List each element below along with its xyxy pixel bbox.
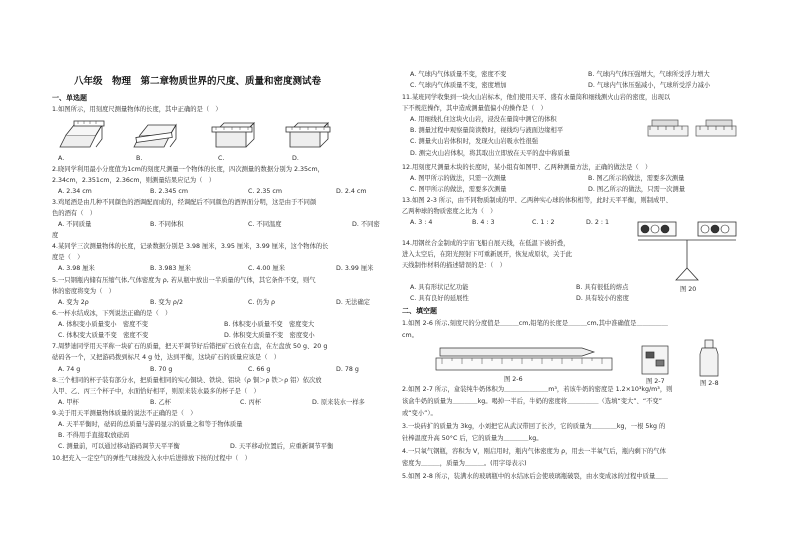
q7-option-d: D. 78 g — [336, 366, 359, 373]
q3-option-d-tail: 度 — [52, 232, 59, 239]
q8-option-c: C. 丙杯 — [240, 399, 261, 406]
section-single-choice: 一、单选题 — [52, 94, 87, 102]
question-9: 9.关于用天平测量物体质量的说法不正确的是（ ） — [52, 410, 197, 417]
question-13-line-1: 13.如图 2-3 所示，由不同物质制成的甲、乙两种实心球的体积相等，此时天平平衡，则制成甲、 — [402, 197, 672, 204]
question-6: 6.一杯水结成冰，下列说法正确的是（ ） — [52, 310, 172, 317]
q4-option-c: C. 4.00 厘米 — [248, 265, 286, 272]
question-14-line-3: 天线制作材料的描述错误的是：（ ） — [402, 262, 506, 269]
q6-option-d: D. 体积变大质量不变 密度变小 — [224, 332, 315, 339]
q7-option-a: A. 74 g — [58, 366, 81, 373]
q9-option-d: D. 天平移动位置后，应重新调节平衡 — [230, 443, 334, 450]
q2-option-b: B. 2.345 cm — [150, 188, 188, 195]
figure-2-8-label: 图 2-8 — [700, 380, 719, 387]
q13-option-d: D. 2 : 1 — [586, 219, 609, 226]
fill-3-line-2: 钍棒温度升高 50°C 后，它的质量为＿＿＿＿kg。 — [402, 435, 543, 442]
question-2-line-1: 2.晓同学利用最小分度值为1cm的刻度尺测量一个物体的长度，四次测量的数据分别为 2.35cm， — [52, 166, 324, 173]
fill-5: 5.如图 2-8 所示，装满水的玻璃瓶中的水结冰后会使玻璃瓶破裂，由水变成冰的过程中质量＿＿ — [402, 473, 668, 480]
question-8-line-2: 入甲、乙、丙三个杯子中，水面恰好相平，则原来装水最多的杯子是（ ） — [52, 388, 260, 395]
q5-option-a: A. 变为 2ρ — [58, 299, 89, 306]
question-13-line-2: 乙两种球的物质密度之比为（ ） — [402, 208, 497, 215]
q12-ruler-figure — [646, 112, 742, 158]
q14-option-d: D. 具有较小的密度 — [576, 295, 629, 302]
figure-2-7-label: 图 2-7 — [646, 378, 665, 385]
question-10: 10.把充入一定空气的弹性气球按没入水中后进排放下按的过程中（ ） — [52, 455, 251, 462]
q8-option-b: B. 乙杯 — [150, 399, 171, 406]
q6-option-c: C. 体积变大质量不变 密度不变 — [58, 332, 149, 339]
question-4-line-1: 4.某同学三次测量物体的长度，记录数据分别是 3.98 厘米，3.95 厘米，3.99 厘米，这个物体的长 — [52, 243, 329, 250]
q11-option-c: C. 测量火山岩体积时，发现火山岩吸水性很强 — [410, 138, 539, 145]
question-5-line-2: 体的密度将变为（ ） — [52, 288, 115, 295]
q9-option-b: B. 不得用手直接取放砝码 — [58, 432, 130, 439]
q1-option-d: D. — [292, 155, 299, 162]
q14-option-c: C. 具有良好的延展性 — [410, 295, 469, 302]
q8-option-d: D. 原来装水一样多 — [312, 399, 365, 406]
q7-option-b: B. 70 g — [150, 366, 173, 373]
q12-option-c: C. 图甲所示的做法，需要多次测量 — [410, 186, 507, 193]
q2-option-c: C. 2.35 cm — [248, 188, 283, 195]
q2-option-d: D. 2.4 cm — [336, 188, 367, 195]
fill-3-line-1: 3.一块砖扩的质量为 3kg，小刘把它从武汉带回了长沙，它的质量为＿＿＿＿kg，一根 5kg 的 — [402, 423, 666, 430]
q4-option-a: A. 3.98 厘米 — [58, 265, 95, 272]
question-5-line-1: 5.一只钢瓶内储有压缩气体,气体密度为 ρ, 若从瓶中放出一半质量的气体，其它条件不变，则气 — [52, 277, 316, 284]
q2-option-a: A. 2.34 cm — [58, 188, 92, 195]
q10-option-d: D. 气球内气体压强减小，气球所受浮力减小 — [588, 82, 711, 89]
q11-option-a: A. 用细线扎住这块火山岩，浸没在量筒中测它的体积 — [410, 116, 557, 123]
fill-2-line-1: 2.如图 2-7 所示，盒装纯牛奶体积为＿＿＿＿＿＿＿m³，若该牛奶的密度是 1.2×10³kg/m³，则 — [402, 386, 673, 393]
question-12: 12.用刻度尺测量木块的长度时，某小组有如图甲、乙两种测量方法，正确的做法是（ ） — [402, 164, 652, 171]
q13-option-c: C. 1 : 2 — [532, 219, 555, 226]
q12-option-a: A. 图甲所示的做法，只需一次测量 — [410, 175, 507, 182]
q1-option-c: C. — [218, 155, 225, 162]
fill-4-line-2: 密度为＿＿＿，质量为＿＿＿。(用字母表示) — [402, 460, 527, 467]
q3-option-b: B. 不同体积 — [150, 221, 184, 228]
q12-option-d: D. 图乙所示的做法，只需一次测量 — [588, 186, 686, 193]
q14-option-b: B. 具有很低的熔点 — [576, 284, 629, 291]
q11-option-b: B. 测量过程中观察量筒读数时，视线均与液面边缘相平 — [410, 127, 564, 134]
question-14-line-1: 14.用钢丝合金制成的宇宙飞船自展天线，在低温下被折叠， — [402, 240, 570, 247]
question-2-line-2: 2.34cm，2.351cm，2.36cm，则测量结果应记为（ ） — [52, 177, 216, 184]
q4-option-d: D. 3.99 厘米 — [336, 265, 374, 272]
question-8-line-1: 8.三个相同的杯子装有部分水，把质量相同的实心铜块、铁块、铝块（ρ 铜＞ρ 铁＞ρ 铝）依次放 — [52, 377, 322, 384]
q13-option-a: A. 3 : 4 — [410, 219, 433, 226]
fill-2-line-2: 该盒牛奶的质量为＿＿＿＿kg。喝掉一半后，牛奶的密度将＿＿＿＿＿（选填“变大”、“不变” — [402, 398, 662, 405]
question-7-line-2: 砝码各一个，又把游码拨到标尺 4 g 处，达到平衡，这块矿石的质量应该是（ ） — [52, 354, 281, 361]
fill-1-line-1: 1.如图 2-6 所示,刻度尺的分度值是＿＿＿cm,铅笔的长度是＿＿＿cm,其中准确值是＿＿＿＿＿ — [402, 320, 668, 327]
section-fill-in: 二、填空题 — [402, 307, 437, 315]
q12-option-b: B. 图乙所示的做法，需要多次测量 — [588, 175, 685, 182]
question-3-line-2: 色的酒有（ ） — [52, 210, 97, 217]
question-4-line-2: 度是（ ） — [52, 254, 84, 261]
question-3-line-1: 3.鸡尾酒是由几种不同颜色的酒调配而成的，经调配后不同颜色的酒界面分明，这是由于不同颜 — [52, 199, 317, 206]
question-11-line-1: 11.某班同学收集到一块火山岩标本，他们使用天平、盛有水量筒和细线测火山岩的密度，出现以 — [402, 94, 671, 101]
q1-option-b: B. — [136, 155, 143, 162]
q6-option-b: B. 体积变小质量不变 密度变大 — [224, 321, 315, 328]
question-11-line-2: 下不规范操作，其中造成测量值偏小的操作是（ ） — [402, 105, 547, 112]
q5-option-d: D. 无法确定 — [336, 299, 371, 306]
bottle-figure — [694, 338, 724, 380]
q13-option-b: B. 4 : 3 — [472, 219, 495, 226]
fill-1-line-2: cm。 — [402, 332, 418, 339]
question-1: 1.如图所示，用刻度尺测量物体的长度，其中正确的是（ ） — [52, 106, 222, 113]
milk-carton-figure — [634, 342, 682, 378]
q9-option-a: A. 天平平衡时，砝码的总质量与游码显示的质量之和等于物体质量 — [58, 421, 243, 428]
q9-option-c: C. 测量前，可以通过移动游码调节天平平衡 — [58, 443, 180, 450]
fill-4-line-1: 4.一只氧气钢瓶，容积为 V，刚启用时，瓶内气体密度为 ρ，用去一半氧气后，瓶内剩下的气体 — [402, 448, 666, 455]
q3-option-c: C. 不同温度 — [248, 221, 282, 228]
q14-option-a: A. 具有形状记忆功能 — [410, 284, 469, 291]
q3-option-a: A. 不同质量 — [58, 221, 92, 228]
q11-option-d: D. 测完火山岩体积，将其取出立即放在天平的盘中称质量 — [410, 150, 570, 157]
q8-option-a: A. 甲杯 — [58, 399, 79, 406]
question-14-line-2: 进入太空后，在阳光照射下可重新展开，恢复成原状，关于此 — [402, 251, 573, 258]
q5-option-b: B. 变为 ρ/2 — [150, 299, 184, 306]
question-7-line-1: 7.周梦迪同学用天平称一块矿石的质量，把天平调节好后错把矿石放在右盘，在左盘放 50 g、20 g — [52, 343, 328, 350]
q1-ruler-figures — [56, 117, 342, 153]
pencil-ruler-figure — [432, 342, 618, 376]
q5-option-c: C. 仍为 ρ — [248, 299, 275, 306]
q10-option-c: C. 气球内气体质量不变，密度增加 — [410, 82, 507, 89]
q6-option-a: A. 体积变小质量变小 密度不变 — [58, 321, 149, 328]
balance-figure-label: 图 20 — [680, 286, 697, 293]
balance-figure — [636, 210, 740, 286]
q7-option-c: C. 66 g — [248, 366, 271, 373]
fill-2-line-3: 或“变小”）。 — [402, 410, 437, 417]
q4-option-b: B. 3.983 厘米 — [150, 265, 191, 272]
q10-option-b: B. 气球内气体压强增大，气球所受浮力增大 — [588, 71, 710, 78]
q10-option-a: A. 气球内气体质量不变，密度不变 — [410, 71, 507, 78]
page-title: 八年级 物理 第二章物质世界的尺度、质量和密度测试卷 — [74, 76, 322, 87]
q1-option-a: A. — [58, 155, 65, 162]
q3-option-d: D. 不同密 — [352, 221, 380, 228]
figure-2-6-label: 图 2-6 — [504, 376, 523, 383]
